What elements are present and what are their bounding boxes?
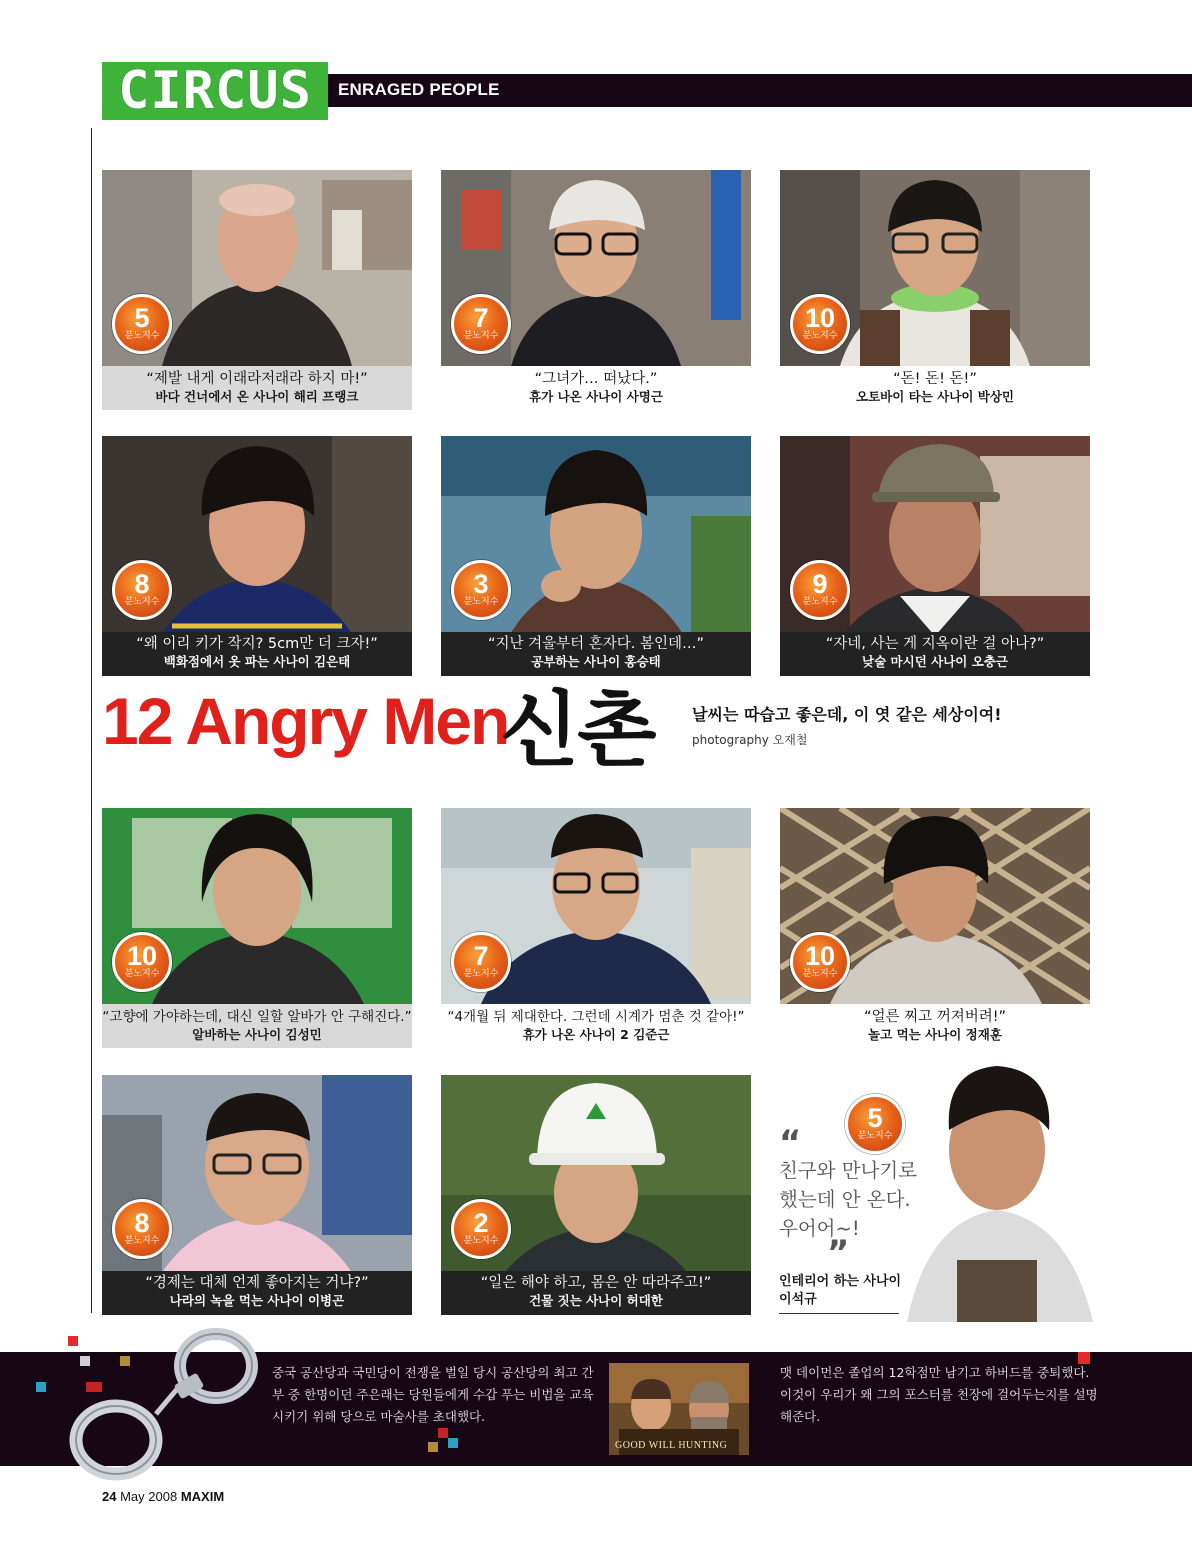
page-number: 24 bbox=[102, 1489, 117, 1504]
quote-line: 친구와 만나기로 bbox=[779, 1159, 918, 1182]
portrait-photo bbox=[102, 808, 412, 1004]
caption bbox=[102, 1271, 412, 1315]
featured-quote-card bbox=[779, 1060, 1099, 1322]
credit-label: photography bbox=[692, 733, 769, 747]
caption bbox=[102, 366, 412, 410]
caption bbox=[780, 366, 1090, 410]
anger-badge: 8 분노지수 bbox=[112, 1199, 172, 1259]
quote: “그녀가… 떠났다.” bbox=[534, 371, 658, 387]
caption bbox=[441, 632, 751, 676]
portrait-photo bbox=[780, 170, 1090, 366]
anger-badge: 10 분노지수 bbox=[790, 932, 850, 992]
cutout-portrait bbox=[897, 1060, 1099, 1322]
anger-badge: 2 분노지수 bbox=[451, 1199, 511, 1259]
portrait-card bbox=[441, 1075, 751, 1315]
portrait-photo bbox=[780, 808, 1090, 1004]
quote-line: 했는데 안 온다. bbox=[779, 1188, 911, 1211]
headline-korean: 신촌 bbox=[500, 683, 655, 778]
portrait-card bbox=[780, 170, 1090, 410]
divider bbox=[779, 1313, 899, 1314]
anger-badge: 9 분노지수 bbox=[790, 560, 850, 620]
portrait-card bbox=[102, 808, 412, 1048]
caption bbox=[102, 632, 412, 676]
person-name: 공부하는 사나이 홍승태 bbox=[531, 654, 661, 669]
anger-badge: 10 분노지수 bbox=[790, 294, 850, 354]
portrait-photo bbox=[441, 1075, 751, 1315]
portrait-card bbox=[441, 436, 751, 676]
quote: “왜 이리 키가 작지? 5cm만 더 크자!” bbox=[136, 636, 378, 652]
caption bbox=[102, 1004, 412, 1048]
portrait-card bbox=[102, 1075, 412, 1315]
subtitle: 날씨는 따습고 좋은데, 이 엿 같은 세상이여! bbox=[692, 705, 1002, 724]
quote: “자네, 사는 게 지옥이란 걸 아나?” bbox=[825, 636, 1045, 652]
credit-name: 오재철 bbox=[772, 733, 808, 747]
quote: “고향에 가야하는데, 대신 일할 알바가 안 구해진다.” bbox=[102, 1009, 412, 1025]
anger-badge: 3 분노지수 bbox=[451, 560, 511, 620]
person-name: 알바하는 사나이 김성민 bbox=[192, 1027, 322, 1042]
caption bbox=[780, 632, 1090, 676]
trivia-left: 중국 공산당과 국민당이 전쟁을 벌일 당시 공산당의 최고 간 부 중 한명이던 주은래는 당원들에게 수갑 푸는 비법을 교육 시키기 위해 당으로 마술사를 초대했다. bbox=[272, 1365, 594, 1424]
person-name: 백화점에서 옷 파는 사나이 김은태 bbox=[163, 654, 351, 669]
quote-line: 우어어~! bbox=[779, 1217, 860, 1240]
anger-badge: 8 분노지수 bbox=[112, 560, 172, 620]
portrait-card bbox=[102, 436, 412, 676]
portrait-photo bbox=[780, 436, 1090, 676]
person-name: 낮술 마시던 사나이 오충근 bbox=[862, 654, 1008, 669]
portrait-card bbox=[441, 170, 751, 410]
person-name bbox=[779, 1273, 901, 1309]
anger-badge: 5 분노지수 bbox=[845, 1094, 905, 1154]
quote: “얼른 찌고 꺼져버려!” bbox=[863, 1009, 1007, 1025]
open-quote-mark: “ bbox=[779, 1123, 802, 1163]
quote: “4개월 뒤 제대한다. 그런데 시계가 멈춘 것 같아!” bbox=[447, 1009, 745, 1025]
person-name: 휴가 나온 사나이 사명근 bbox=[529, 389, 663, 404]
person-name: 바다 건너에서 온 사나이 해리 프랭크 bbox=[155, 389, 359, 404]
portrait-photo bbox=[441, 808, 751, 1004]
quote: “돈! 돈! 돈!” bbox=[893, 371, 977, 387]
quote: “지난 겨울부터 혼자다. 봄인데…” bbox=[487, 636, 705, 652]
brand-logo bbox=[102, 62, 328, 120]
decor-pixel bbox=[36, 1382, 46, 1392]
brand-text: CIRCUS bbox=[118, 61, 312, 121]
issue-date: May 2008 bbox=[120, 1489, 178, 1504]
person-name: 나라의 녹을 먹는 사나이 이병곤 bbox=[169, 1293, 345, 1308]
decor-pixel bbox=[428, 1442, 438, 1452]
decor-pixel bbox=[1078, 1352, 1090, 1364]
photo-credit bbox=[692, 731, 807, 748]
portrait-card bbox=[441, 808, 751, 1048]
left-rule bbox=[91, 128, 92, 1313]
anger-badge: 7 분노지수 bbox=[451, 932, 511, 992]
portrait-card bbox=[102, 170, 412, 410]
anger-badge: 10 분노지수 bbox=[112, 932, 172, 992]
person-role: 인테리어 하는 사나이 bbox=[779, 1274, 902, 1289]
movie-poster bbox=[609, 1363, 749, 1455]
headline-english: 12 Angry Men bbox=[102, 684, 509, 758]
caption bbox=[441, 1004, 751, 1048]
featured-quote bbox=[779, 1156, 917, 1243]
portrait-photo bbox=[102, 436, 412, 676]
portrait-photo bbox=[441, 436, 751, 676]
caption bbox=[441, 366, 751, 410]
handcuffs-icon bbox=[66, 1318, 266, 1486]
person-name: 휴가 나온 사나이 2 김준근 bbox=[522, 1027, 670, 1042]
poster-title: GOOD WILL HUNTING bbox=[615, 1440, 728, 1451]
portrait-photo bbox=[102, 1075, 412, 1315]
close-quote-mark: ” bbox=[827, 1233, 850, 1273]
portrait-photo bbox=[102, 170, 412, 366]
portrait-card bbox=[780, 808, 1090, 1048]
quote: “경제는 대체 언제 좋아지는 거냐?” bbox=[145, 1275, 369, 1291]
anger-badge: 5 분노지수 bbox=[112, 294, 172, 354]
person-name: 건물 짓는 사나이 허대한 bbox=[529, 1293, 663, 1308]
portrait-card bbox=[780, 436, 1090, 676]
magazine-name: MAXIM bbox=[180, 1489, 225, 1504]
person-name: 놀고 먹는 사나이 정재훈 bbox=[868, 1027, 1002, 1042]
anger-badge: 7 분노지수 bbox=[451, 294, 511, 354]
quote: “제발 내게 이래라저래라 하지 마!” bbox=[146, 371, 368, 387]
decor-pixel bbox=[448, 1438, 458, 1448]
trivia-right: 맷 데이먼은 졸업의 12학점만 남기고 하버드를 중퇴했다. 이것이 우리가 왜 그의 포스터를 천장에 걸어두는지를 설명 해준다. bbox=[780, 1365, 1098, 1424]
page-footer bbox=[102, 1489, 224, 1504]
quote: “일은 해야 하고, 몸은 안 따라주고!” bbox=[480, 1275, 712, 1291]
section-bar bbox=[328, 74, 1192, 107]
caption bbox=[441, 1271, 751, 1315]
decor-pixel bbox=[438, 1428, 448, 1438]
caption bbox=[780, 1004, 1090, 1048]
person-fullname: 이석규 bbox=[779, 1292, 817, 1307]
person-name: 오토바이 타는 사나이 박상민 bbox=[856, 389, 1014, 404]
portrait-photo bbox=[441, 170, 751, 366]
section-title: ENRAGED PEOPLE bbox=[338, 80, 500, 99]
